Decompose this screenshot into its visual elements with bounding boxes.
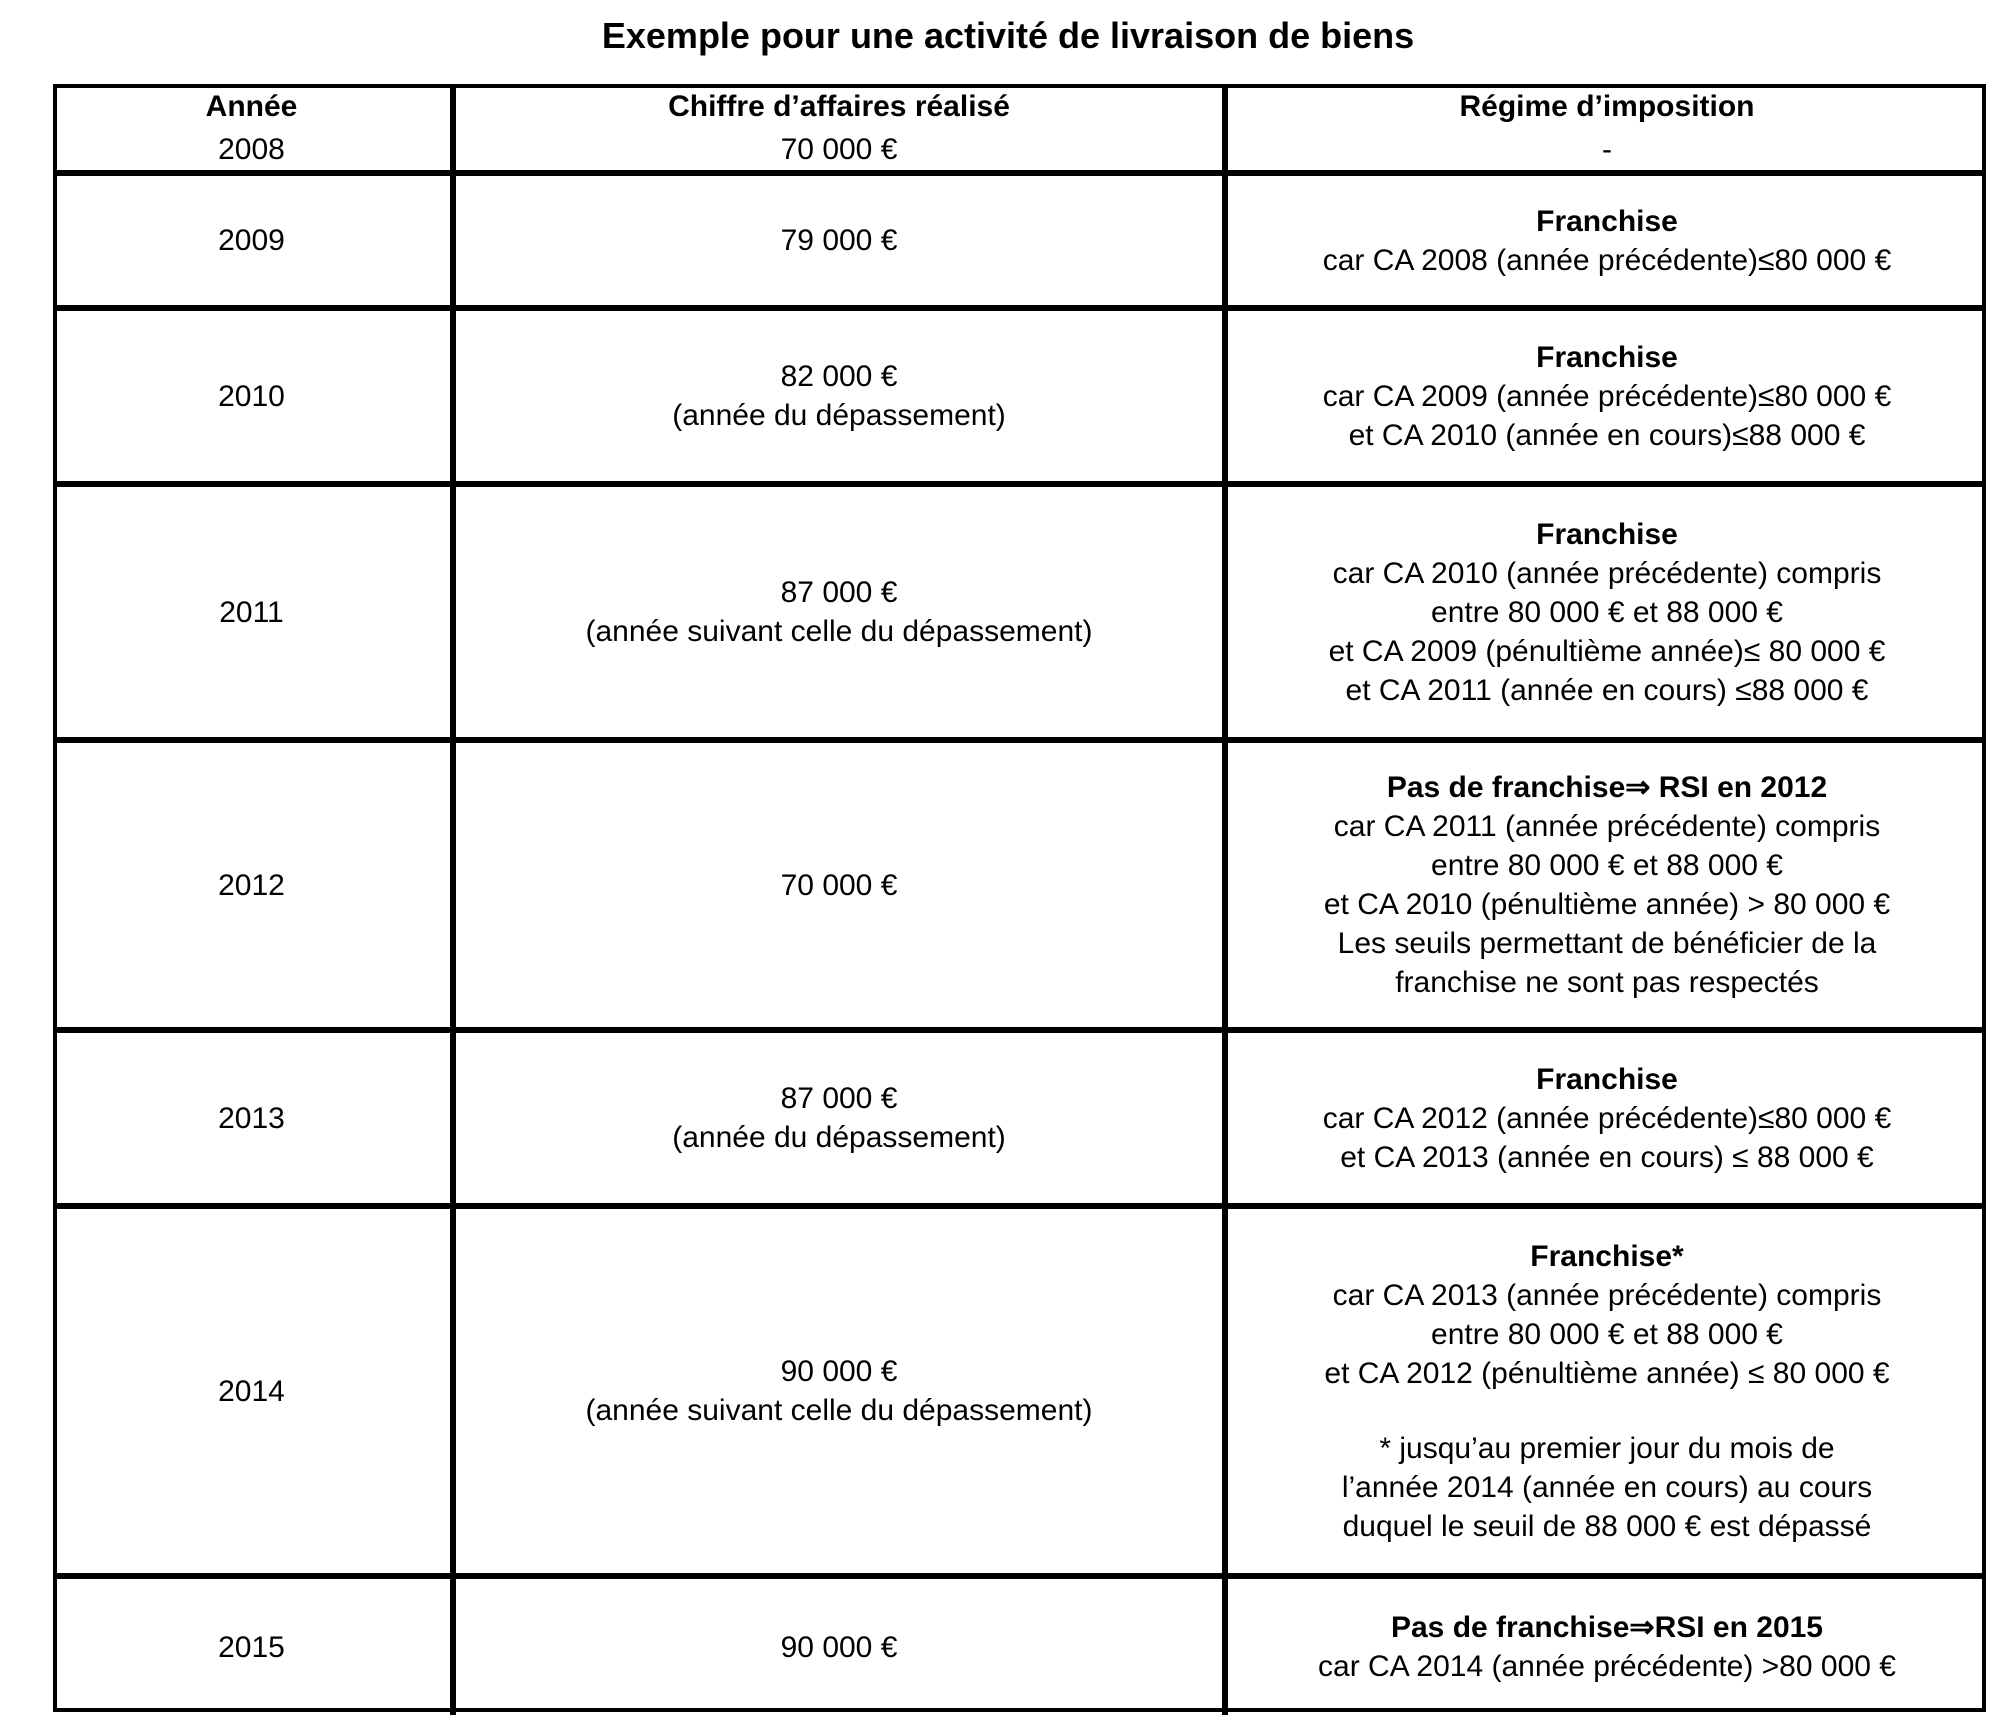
ca-value: 70 000 €: [780, 133, 898, 166]
regime-detail-line: et CA 2010 (pénultième année) > 80 000 €: [1323, 888, 1891, 921]
regime-title: Pas de franchise⇒RSI en 2015: [1390, 1611, 1823, 1644]
ca-value: 70 000 €: [780, 868, 898, 902]
regime-title: Franchise: [1536, 517, 1678, 551]
cell-annee: 2008: [53, 129, 454, 174]
regime-detail-line: -: [1602, 133, 1612, 166]
regime-detail-line: et CA 2009 (pénultième année)≤ 80 000 €: [1328, 634, 1886, 668]
cell-annee: 2013: [53, 1031, 454, 1207]
regime-title: Franchise: [1536, 340, 1678, 374]
ca-note: (année du dépassement): [672, 1121, 1006, 1154]
regime-detail-line: car CA 2014 (année précédente) >80 000 €: [1318, 1650, 1896, 1683]
regime-detail-line: et CA 2012 (pénultième année) ≤ 80 000 €: [1324, 1356, 1890, 1390]
regime-detail-line: et CA 2013 (année en cours) ≤ 88 000 €: [1340, 1140, 1874, 1174]
cell-annee: 2014: [53, 1207, 454, 1577]
regime-detail-line: entre 80 000 € et 88 000 €: [1431, 1317, 1783, 1351]
cell-annee: 2010: [53, 309, 454, 485]
table-frame: [53, 84, 1986, 1712]
regime-title: Franchise*: [1530, 1239, 1684, 1273]
regime-detail-line: entre 80 000 € et 88 000 €: [1431, 595, 1783, 629]
regime-detail-line: Les seuils permettant de bénéficier de la: [1337, 927, 1877, 960]
regime-detail-line: entre 80 000 € et 88 000 €: [1431, 849, 1783, 882]
regime-detail-line: car CA 2013 (année précédente) compris: [1332, 1278, 1882, 1312]
ca-note: (année suivant celle du dépassement): [585, 1394, 1093, 1427]
regime-title: Franchise: [1536, 1062, 1678, 1096]
ca-note: (année suivant celle du dépassement): [585, 615, 1093, 648]
regime-detail-line: franchise ne sont pas respectés: [1395, 966, 1819, 999]
document-title: Exemple pour une activité de livraison de biens: [601, 15, 1415, 56]
ca-value: 87 000 €: [780, 1082, 898, 1115]
ca-value: 90 000 €: [780, 1355, 898, 1388]
ca-value: 87 000 €: [780, 576, 898, 609]
cell-annee: 2011: [53, 485, 454, 741]
header-annee: Année: [53, 84, 454, 129]
regime-detail-line: duquel le seuil de 88 000 € est dépassé: [1342, 1509, 1872, 1543]
ca-value: 79 000 €: [780, 224, 898, 257]
regime-title: Pas de franchise⇒ RSI en 2012: [1386, 771, 1828, 804]
regime-detail-line: car CA 2010 (année précédente) compris: [1332, 556, 1882, 590]
regime-detail-line: car CA 2012 (année précédente)≤80 000 €: [1322, 1101, 1892, 1135]
regime-detail-line: l’année 2014 (année en cours) au cours: [1341, 1470, 1873, 1504]
cell-annee: 2012: [53, 741, 454, 1031]
regime-detail-line: car CA 2011 (année précédente) compris: [1333, 810, 1881, 843]
regime-detail-line: et CA 2011 (année en cours) ≤88 000 €: [1345, 673, 1869, 707]
regime-detail-line: car CA 2008 (année précédente)≤80 000 €: [1322, 243, 1892, 277]
regime-detail-line: car CA 2009 (année précédente)≤80 000 €: [1322, 379, 1892, 413]
ca-note: (année du dépassement): [672, 399, 1006, 432]
regime-detail-line: * jusqu’au premier jour du mois de: [1379, 1431, 1835, 1465]
header-regime-imposition: Régime d’imposition: [1226, 84, 1986, 129]
header-chiffre-affaires: Chiffre d’affaires réalisé: [454, 84, 1226, 129]
regime-detail-line: et CA 2010 (année en cours)≤88 000 €: [1348, 418, 1866, 452]
cell-annee: 2015: [53, 1577, 454, 1715]
ca-value: 90 000 €: [780, 1630, 898, 1664]
regime-title: Franchise: [1536, 204, 1678, 238]
cell-annee: 2009: [53, 174, 454, 309]
ca-value: 82 000 €: [780, 360, 898, 393]
